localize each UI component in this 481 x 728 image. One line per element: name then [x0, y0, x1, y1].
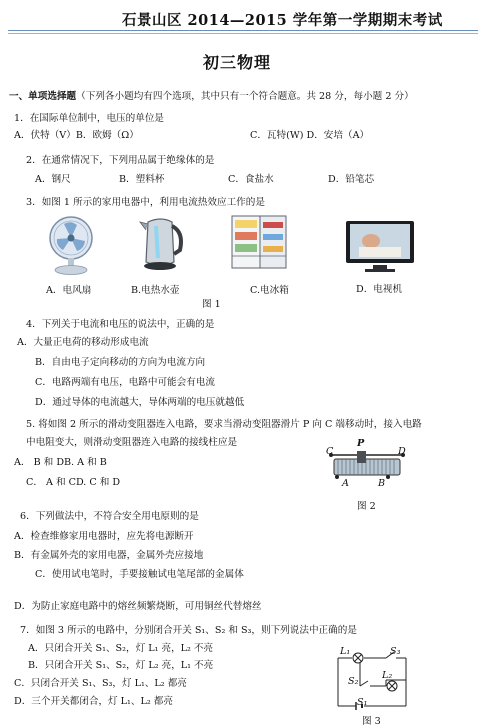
q4-option-c: C．电路两端有电压，电路中可能会有电流: [35, 377, 216, 388]
q2-stem: 2．在通常情况下，下列用品属于绝缘体的是: [26, 155, 215, 166]
electric-kettle-image: [136, 214, 186, 276]
refrigerator-image: [230, 212, 290, 272]
figure-3-caption: 图 3: [362, 716, 381, 727]
circuit-label-s3: S₃: [390, 646, 401, 657]
exam-subtitle: 初三物理: [203, 53, 272, 72]
q4-option-b: B．自由电子定向移动的方向为电流方向: [35, 357, 206, 368]
header-rule: [8, 30, 478, 31]
q3-option-b: B.电热水壶: [131, 285, 180, 296]
figure-2-caption: 图 2: [357, 501, 376, 512]
electric-fan-image: [42, 214, 100, 276]
q3-option-c: C.电冰箱: [250, 285, 289, 296]
q7-option-c: C．只闭合开关 S₁、S₃，灯 L₁、L₂ 都亮: [14, 678, 187, 689]
rheostat-label-a: A: [342, 478, 349, 489]
q1-option-cd: C．瓦特(W) D．安培（A）: [250, 130, 370, 141]
q4-option-d: D．通过导体的电流越大，导体两端的电压就越低: [35, 397, 245, 408]
header-rule-2: [8, 33, 478, 34]
q1-stem: 1．在国际单位制中，电压的单位是: [14, 113, 165, 124]
q7-option-b: B．只闭合开关 S₁、S₂，灯 L₂ 亮，L₁ 不亮: [28, 660, 214, 671]
q1-option-ab: A．伏特（V）B．欧姆（Ω）: [14, 130, 139, 141]
q7-option-d: D．三个开关都闭合，灯 L₁、L₂ 都亮: [14, 696, 173, 707]
rheostat-label-b: B: [378, 478, 386, 489]
q6-option-d: D．为防止家庭电路中的熔丝频繁烧断，可用铜丝代替熔丝: [14, 601, 262, 612]
q2-option-b: B．塑料杯: [119, 174, 165, 185]
q2-option-d: D．铅笔芯: [328, 174, 375, 185]
rheostat-label-c: C: [326, 446, 334, 457]
q6-stem: 6．下列做法中，不符合安全用电原则的是: [20, 511, 199, 522]
circuit-label-s1: S₁: [357, 697, 368, 708]
circuit-label-s2: S₂: [348, 676, 359, 687]
q3-option-d: D．电视机: [356, 284, 403, 295]
q6-option-c: C．使用试电笔时，手要接触试电笔尾部的金属体: [35, 569, 244, 580]
q7-option-a: A．只闭合开关 S₁、S₂，灯 L₁ 亮，L₂ 不亮: [28, 643, 214, 654]
q5-stem-line1: 5. 将如图 2 所示的滑动变阻器连入电路，要求当滑动变阻器滑片 P 向 C 端移动时，接入电路: [26, 419, 422, 430]
television-image: [345, 219, 415, 275]
q3-option-a: A．电风扇: [46, 285, 92, 296]
q5-stem-line2: 中电阻变大，则滑动变阻器连入电路的接线柱应是: [26, 437, 238, 448]
figure-1-caption: 图 1: [202, 299, 221, 310]
section-heading: [9, 88, 414, 102]
circuit-label-l1: L₁: [340, 646, 351, 657]
q6-option-a: A．检查维修家用电器时，应先将电源断开: [14, 531, 194, 542]
rheostat-label-p: P: [357, 438, 365, 449]
rheostat-label-d: D: [398, 446, 406, 457]
q4-stem: 4．下列关于电流和电压的说法中，正确的是: [26, 319, 215, 330]
q7-stem: 7．如图 3 所示的电路中，分别闭合开关 S₁、S₂ 和 S₃，则下列说法中正确的是: [20, 625, 357, 636]
section-heading-label: 一、单项选择题: [9, 91, 77, 102]
q2-option-c: C．食盐水: [228, 174, 274, 185]
section-heading-note: （下列各小题均有四个选项，其中只有一个符合题意。共 28 分，每小题 2 分）: [76, 91, 414, 102]
q5-option-cd: C． A 和 CD. C 和 D: [26, 477, 121, 488]
q2-option-a: A．钢尺: [35, 174, 71, 185]
q3-stem: 3．如图 1 所示的家用电器中，利用电流热效应工作的是: [26, 197, 265, 208]
q5-option-ab: A． B 和 DB. A 和 B: [14, 457, 107, 468]
q4-option-a: A．大量正电荷的移动形成电流: [17, 337, 149, 348]
circuit-label-l2: L₂: [382, 670, 393, 681]
q6-option-b: B．有金属外壳的家用电器，金属外壳应接地: [14, 550, 204, 561]
exam-title: 石景山区 2014—2015 学年第一学期期末考试: [122, 12, 443, 29]
